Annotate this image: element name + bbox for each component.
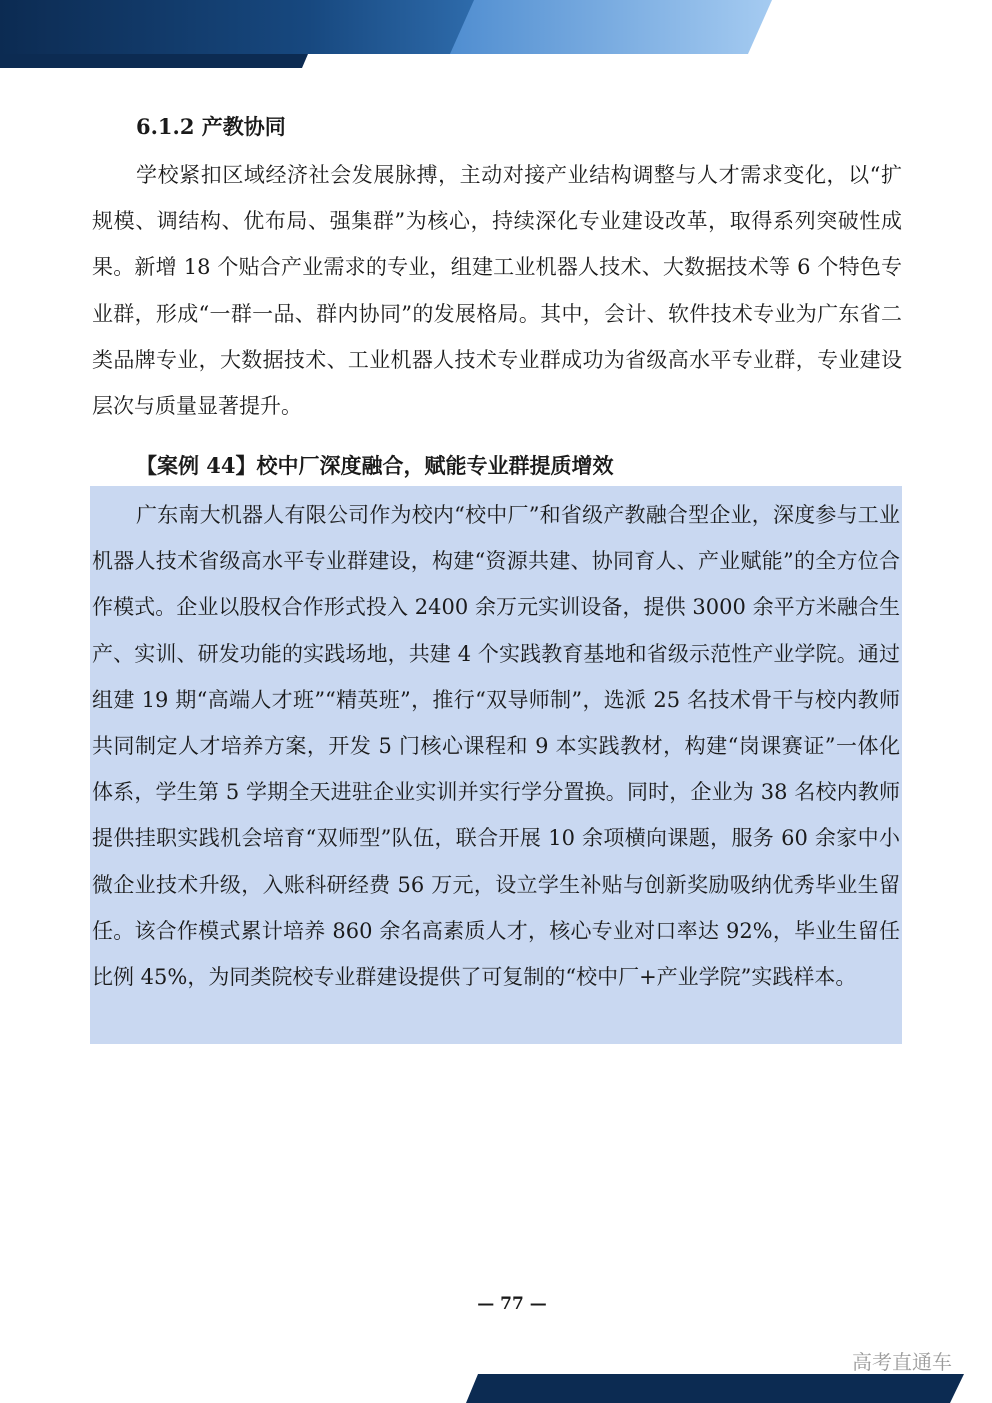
bottom-banner: [0, 1370, 992, 1403]
case-title: 【案例 44】校中厂深度融合，赋能专业群提质增效: [136, 453, 614, 478]
top-banner-dark-stripe: [0, 0, 474, 54]
page-number: — 77 —: [477, 1294, 547, 1314]
watermark: 高考直通车: [852, 1350, 952, 1374]
section-heading: 6.1.2 产教协同: [136, 114, 286, 139]
case-paragraph: 广东南大机器人有限公司作为校内“校中厂”和省级产教融合型企业，深度参与工业机器人技术省级高水平专业群建设，构建“资源共建、协同育人、产业赋能”的全方位合作模式。企业以股权合作形式投入 2400 余万元实训设备，提供 3000 余平方米融合生产、实训、研发功能的实践场地，共建 4 个实践教育基地和省级示范性产业学院。通过组建 19 期“高端人才班”“精英班”，推行“双导师制”，选派 25 名技术骨干与校内教师共同制定人才培养方案，开发 5 门核心课程和 9 本实践教材，构建“岗课赛证”一体化体系，学生第 5 学期全天进驻企业实训并实行学分置换。同时，企业为 38 名校内教师提供挂职实践机会培育“双师型”队伍，联合开展 10 余项横向课题，服务 60 余家中小微企业技术升级，入账科研经费 56 万元，设立学生补贴与创新奖励吸纳优秀毕业生留任。该合作模式累计培养 860 余名高素质人才，核心专业对口率达 92%，毕业生留任比例 45%，为同类院校专业群建设提供了可复制的“校中厂+产业学院”实践样本。: [92, 503, 900, 990]
top-banner-light-stripe: [448, 0, 772, 54]
bottom-banner-stripe: [466, 1374, 964, 1403]
top-banner: [0, 0, 992, 70]
top-banner-base-stripe: [0, 54, 308, 68]
section-paragraph: 学校紧扣区域经济社会发展脉搏，主动对接产业结构调整与人才需求变化，以“扩规模、调结构、优布局、强集群”为核心，持续深化专业建设改革，取得系列突破性成果。新增 18 个贴合产业需求的专业，组建工业机器人技术、大数据技术等 6 个特色专业群，形成“一群一品、群内协同”的发展格局。其中，会计、软件技术专业为广东省二类品牌专业，大数据技术、工业机器人技术专业群成功为省级高水平专业群，专业建设层次与质量显著提升。: [92, 163, 902, 419]
